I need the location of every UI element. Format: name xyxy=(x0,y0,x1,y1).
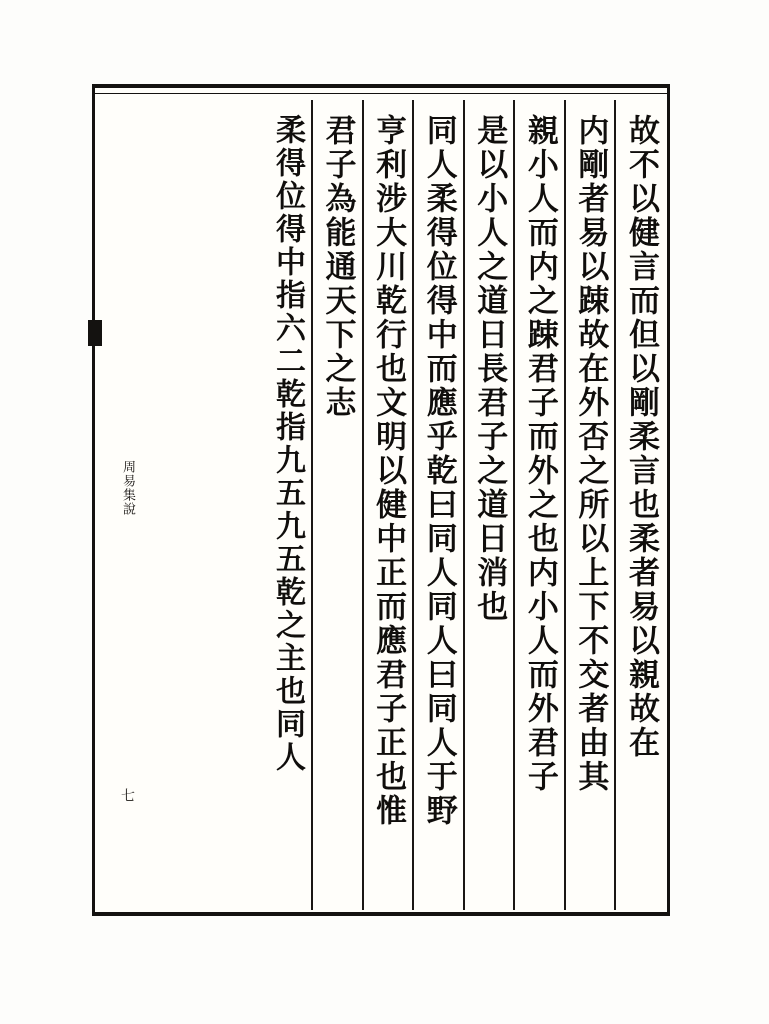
text-block-frame xyxy=(92,84,670,916)
center-strip-title: 周易集說 xyxy=(120,460,135,516)
text-column-8: 柔得位得中指六二乾指九五九五乾之主也同人 xyxy=(269,114,305,774)
text-column-2: 内剛者易以踈故在外否之所以上下不交者由其 xyxy=(564,100,615,910)
text-column-3: 親小人而内之踈君子而外之也内小人而外君子 xyxy=(513,100,564,910)
text-column-6: 亨利涉大川乾行也文明以健中正而應君子正也惟 xyxy=(362,100,413,910)
text-column-4: 是以小人之道日長君子之道日消也 xyxy=(463,100,514,910)
vertical-text-columns xyxy=(95,96,667,912)
text-column-7: 君子為能通天下之志 xyxy=(311,100,362,910)
text-column-1: 故不以健言而但以剛柔言也柔者易以親故在 xyxy=(614,100,665,910)
block-edge-mark xyxy=(88,320,102,346)
text-column-5: 同人柔得位得中而應乎乾曰同人同人曰同人于野 xyxy=(412,100,463,910)
center-strip-page-number: 七 xyxy=(119,788,135,803)
